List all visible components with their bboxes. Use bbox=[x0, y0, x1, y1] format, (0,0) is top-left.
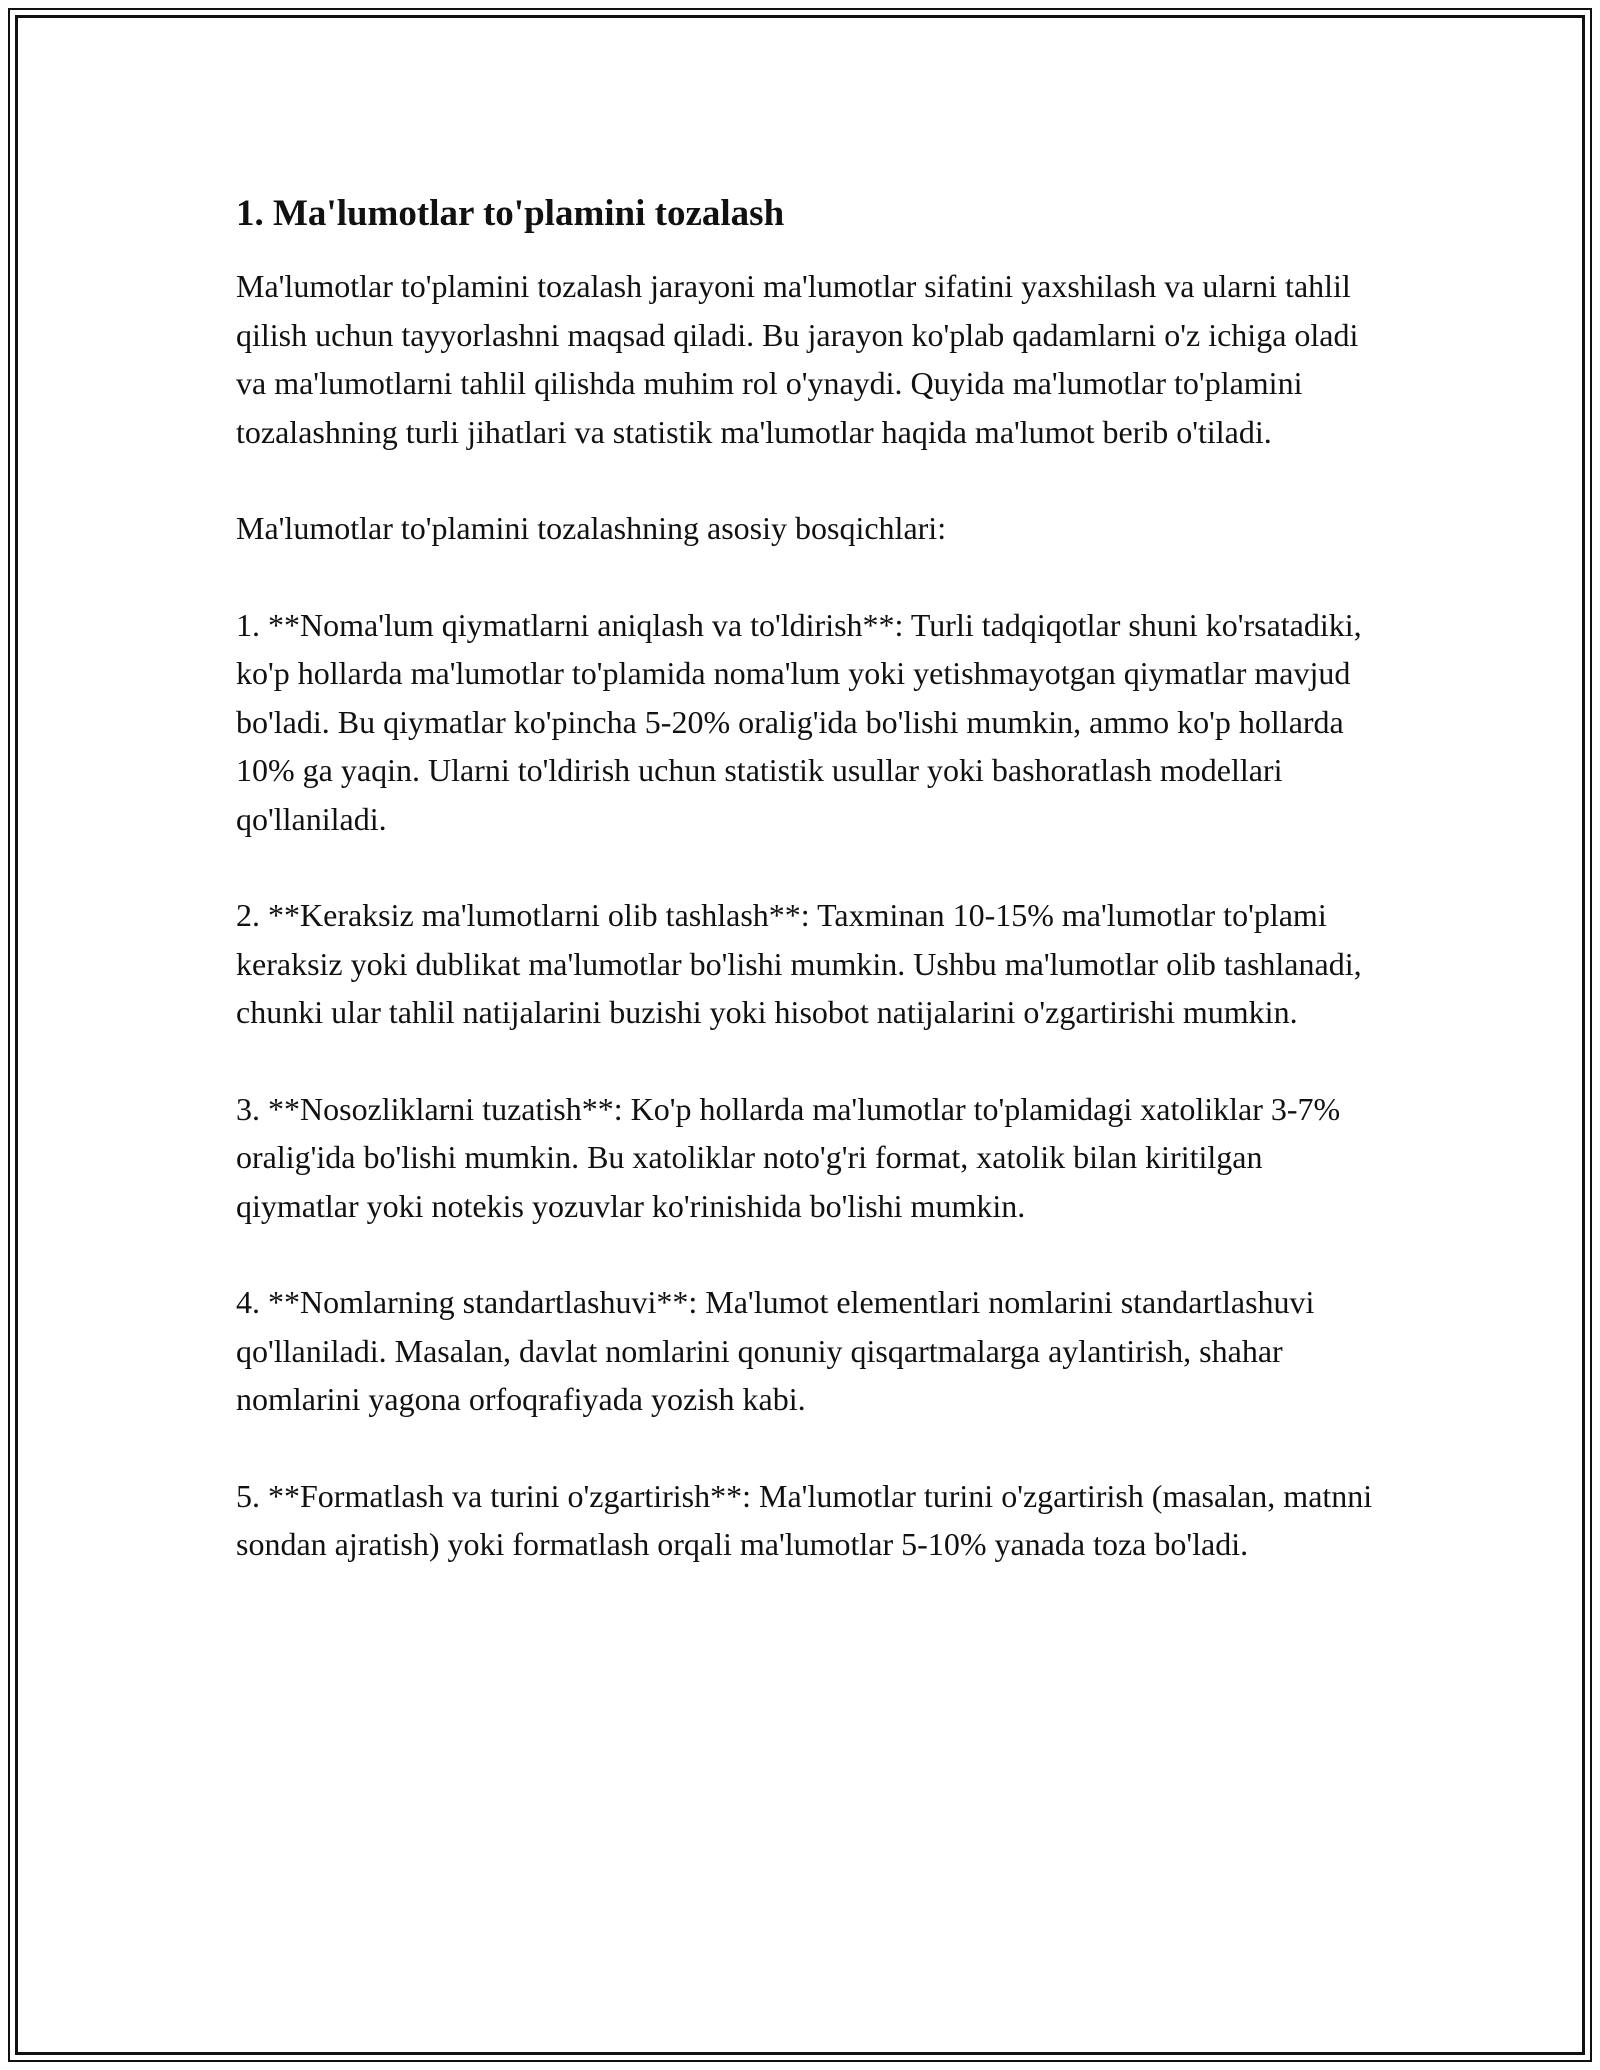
document-body bbox=[236, 190, 1376, 1617]
steps-heading: Ma'lumotlar to'plamini tozalashning asosiy bosqichlari: bbox=[236, 510, 947, 546]
intro-paragraph: Ma'lumotlar to'plamini tozalash jarayoni ma'lumotlar sifatini yaxshilash va ularni tahlil qilish uchun tayyorlashni maqsad qiladi. Bu jarayon ko'plab qadamlarni o'z ichiga oladi va ma'lumotlarni tahlil qilishda muhim rol o'ynaydi. Quyida ma'lumotlar to'plamini tozalashning turli jihatlari va statistik ma'lumotlar haqida ma'lumot berib o'tiladi. bbox=[236, 268, 1359, 450]
section-title: 1. Ma'lumotlar to'plamini tozalash bbox=[236, 193, 785, 234]
step-paragraph-3: 3. **Nosozliklarni tuzatish**: Ko'p hollarda ma'lumotlar to'plamidagi xatoliklar 3-7% oralig'ida bo'lishi mumkin. Bu xatoliklar noto'g'ri format, xatolik bilan kiritilgan qiymatlar yoki notekis yozuvlar ko'rinishida bo'lishi mumkin. bbox=[236, 1090, 1341, 1224]
step-paragraph-2: 2. **Keraksiz ma'lumotlarni olib tashlash**: Taxminan 10-15% ma'lumotlar to'plami keraksiz yoki dublikat ma'lumotlar bo'lishi mumkin. Ushbu ma'lumotlar olib tashlanadi, chunki ular tahlil natijalarini buzishi yoki hisobot natijalarini o'zgartirishi mumkin. bbox=[236, 897, 1362, 1030]
step-paragraph-5: 5. **Formatlash va turini o'zgartirish**: Ma'lumotlar turini o'zgartirish (masalan, matnni sondan ajratish) yoki formatlash orqali ma'lumotlar 5-10% yanada toza bo'ladi. bbox=[236, 1477, 1373, 1562]
step-paragraph-4: 4. **Nomlarning standartlashuvi**: Ma'lumot elementlari nomlarini standartlashuvi qo'llaniladi. Masalan, davlat nomlarini qonuniy qisqartmalarga aylantirish, shahar nomlarini yagona orfoqrafiyada yozish kabi. bbox=[236, 1284, 1315, 1417]
step-paragraph-1: 1. **Noma'lum qiymatlarni aniqlash va to'ldirish**: Turli tadqiqotlar shuni ko'rsatadiki, ko'p hollarda ma'lumotlar to'plamida noma'lum yoki yetishmayotgan qiymatlar mavjud bo'ladi. Bu qiymatlar ko'pincha 5-20% oralig'ida bo'lishi mumkin, ammo ko'p hollarda 10% ga yaqin. Ularni to'ldirish uchun statistik usullar yoki bashoratlash modellari qo'llaniladi. bbox=[236, 606, 1362, 837]
